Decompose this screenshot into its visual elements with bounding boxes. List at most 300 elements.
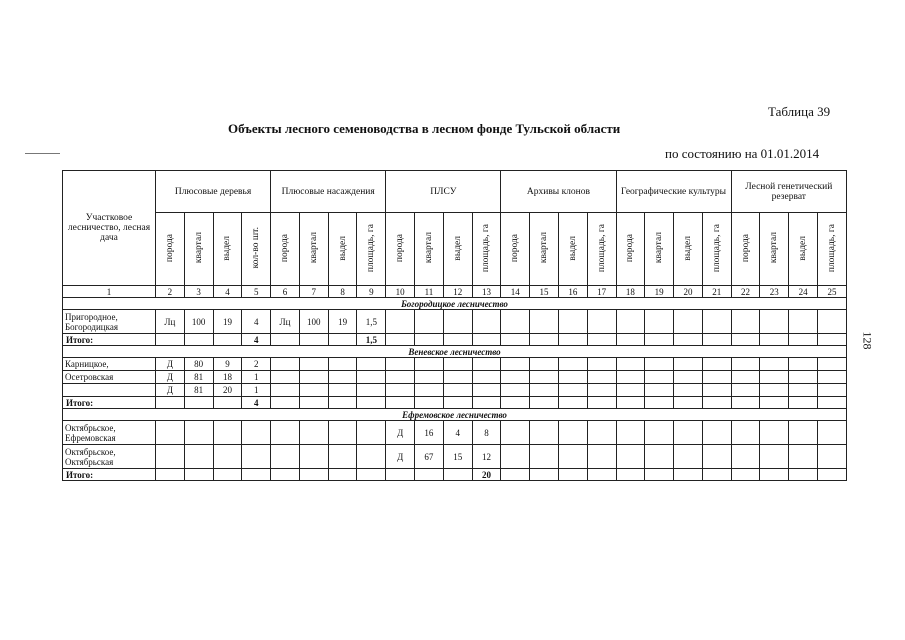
sub-column-header-label: квартал: [539, 232, 550, 264]
column-number: 5: [242, 286, 271, 298]
sub-column-header: [702, 213, 731, 286]
table-cell: Д: [156, 371, 185, 384]
table-cell: [616, 371, 645, 384]
total-label: Итого:: [63, 334, 156, 346]
total-cell: [674, 397, 703, 409]
section-title: Веневское лесничество: [63, 346, 847, 358]
total-cell: [645, 397, 674, 409]
column-number: 6: [271, 286, 300, 298]
total-cell: [530, 334, 559, 346]
group-header-row: [63, 171, 847, 213]
sub-column-header: [558, 213, 587, 286]
table-row: [63, 445, 847, 469]
total-cell: [299, 397, 328, 409]
table-cell: [415, 310, 444, 334]
table-cell: [472, 371, 501, 384]
total-cell: [702, 334, 731, 346]
total-cell: [184, 469, 213, 481]
table-cell: [184, 445, 213, 469]
sub-column-header: [271, 213, 300, 286]
table-cell: 15: [443, 445, 472, 469]
table-cell: 100: [299, 310, 328, 334]
table-cell: [328, 421, 357, 445]
table-cell: [357, 371, 386, 384]
table-cell: [271, 358, 300, 371]
total-cell: [645, 469, 674, 481]
table-cell: [760, 445, 789, 469]
column-number: 18: [616, 286, 645, 298]
table-cell: 9: [213, 358, 242, 371]
total-cell: [156, 397, 185, 409]
sub-column-header: [213, 213, 242, 286]
table-cell: [299, 371, 328, 384]
total-cell: [156, 469, 185, 481]
sub-column-header: [386, 213, 415, 286]
table-cell: [702, 421, 731, 445]
table-cell: [443, 310, 472, 334]
table-cell: [702, 310, 731, 334]
table-cell: [299, 445, 328, 469]
total-cell: [271, 469, 300, 481]
total-cell: [357, 397, 386, 409]
sub-column-header: [530, 213, 559, 286]
table-cell: [558, 371, 587, 384]
table-cell: [789, 310, 818, 334]
table-cell: [760, 421, 789, 445]
total-cell: [616, 334, 645, 346]
total-cell: [558, 469, 587, 481]
table-cell: [530, 358, 559, 371]
table-cell: [299, 358, 328, 371]
table-cell: [386, 310, 415, 334]
table-cell: [530, 371, 559, 384]
sub-column-header-label: порода: [740, 233, 751, 263]
scan-artifact-line: [25, 153, 60, 154]
total-cell: [674, 469, 703, 481]
table-cell: [530, 310, 559, 334]
column-group-header: Географические культуры: [616, 171, 731, 213]
table-cell: Лц: [156, 310, 185, 334]
sub-column-header-label: выдел: [682, 235, 693, 261]
table-cell: [530, 384, 559, 397]
table-cell: [587, 310, 616, 334]
as-of-date: по состоянию на 01.01.2014: [665, 146, 820, 161]
table-cell: [731, 310, 760, 334]
sub-column-header-label: выдел: [337, 235, 348, 261]
table-row: [63, 384, 847, 397]
total-cell: [817, 397, 846, 409]
total-cell: [760, 397, 789, 409]
table-cell: [817, 384, 846, 397]
table-cell: 19: [213, 310, 242, 334]
row-name: Карницкое,: [63, 358, 156, 371]
section-title: Богородицкое лесничество: [63, 298, 847, 310]
total-cell: [616, 469, 645, 481]
sub-column-header: [817, 213, 846, 286]
total-cell: 4: [242, 334, 271, 346]
total-cell: [731, 397, 760, 409]
total-cell: [789, 397, 818, 409]
total-cell: [443, 469, 472, 481]
total-row: [63, 334, 847, 346]
column-number: 4: [213, 286, 242, 298]
table-cell: [328, 384, 357, 397]
sub-column-header: [645, 213, 674, 286]
column-number-row: [63, 286, 847, 298]
column-number: 22: [731, 286, 760, 298]
sub-column-header-label: площадь, га: [826, 223, 837, 273]
table-cell: [817, 371, 846, 384]
table-cell: [674, 384, 703, 397]
total-cell: [530, 397, 559, 409]
table-cell: [501, 384, 530, 397]
table-cell: 16: [415, 421, 444, 445]
table-cell: [242, 421, 271, 445]
table-cell: [386, 371, 415, 384]
column-number: 14: [501, 286, 530, 298]
column-number: 11: [415, 286, 444, 298]
total-cell: [587, 469, 616, 481]
sub-column-header: [299, 213, 328, 286]
table-cell: [415, 358, 444, 371]
table-cell: [328, 358, 357, 371]
total-cell: [587, 334, 616, 346]
table-row: [63, 358, 847, 371]
column-group-header: Лесной генетический резерват: [731, 171, 846, 213]
sub-column-header-label: порода: [164, 233, 175, 263]
table-cell: [702, 358, 731, 371]
table-cell: [760, 371, 789, 384]
table-cell: 67: [415, 445, 444, 469]
document-title: Объекты лесного семеноводства в лесном фонде Тульской области: [228, 121, 621, 136]
sub-column-header-label: выдел: [798, 235, 809, 261]
table-cell: 1: [242, 384, 271, 397]
table-cell: Лц: [271, 310, 300, 334]
table-cell: [616, 310, 645, 334]
table-cell: [645, 358, 674, 371]
table-cell: 1,5: [357, 310, 386, 334]
table-cell: [587, 358, 616, 371]
sub-column-header: [616, 213, 645, 286]
table-cell: 81: [184, 371, 213, 384]
table-cell: [587, 421, 616, 445]
sub-column-header-label: квартал: [654, 232, 665, 264]
row-name: [63, 384, 156, 397]
table-cell: [472, 384, 501, 397]
table-cell: [789, 358, 818, 371]
table-row: [63, 371, 847, 384]
table-cell: [443, 358, 472, 371]
total-cell: [817, 334, 846, 346]
column-number: 19: [645, 286, 674, 298]
column-number: 8: [328, 286, 357, 298]
table-cell: [443, 371, 472, 384]
total-cell: [501, 397, 530, 409]
sub-column-header: [357, 213, 386, 286]
row-name: Октябрьское, Октябрьская: [63, 445, 156, 469]
total-cell: [184, 397, 213, 409]
column-group-header: Плюсовые насаждения: [271, 171, 386, 213]
table-cell: [731, 421, 760, 445]
table-cell: [789, 371, 818, 384]
total-cell: [328, 397, 357, 409]
table-cell: [443, 384, 472, 397]
table-cell: [789, 384, 818, 397]
sub-column-header-label: кол-во шт.: [251, 227, 262, 269]
sub-column-header-label: квартал: [423, 232, 434, 264]
table-cell: [328, 445, 357, 469]
table-cell: [271, 384, 300, 397]
total-cell: [386, 469, 415, 481]
table-cell: 18: [213, 371, 242, 384]
table-cell: [616, 445, 645, 469]
table-cell: [587, 384, 616, 397]
sub-column-header: [731, 213, 760, 286]
table-row: [63, 421, 847, 445]
sub-column-header-label: площадь, га: [481, 223, 492, 273]
total-cell: [386, 334, 415, 346]
table-cell: 100: [184, 310, 213, 334]
table-cell: [645, 445, 674, 469]
table-cell: 80: [184, 358, 213, 371]
table-cell: [357, 421, 386, 445]
table-cell: [271, 421, 300, 445]
table-cell: [184, 421, 213, 445]
total-cell: [184, 334, 213, 346]
sub-column-header: [760, 213, 789, 286]
table-cell: [156, 445, 185, 469]
total-cell: 4: [242, 397, 271, 409]
total-cell: [674, 334, 703, 346]
table-cell: [817, 445, 846, 469]
total-cell: [271, 397, 300, 409]
table-number-label: Таблица 39: [768, 104, 831, 119]
table-cell: [702, 371, 731, 384]
table-cell: [357, 445, 386, 469]
total-cell: [558, 334, 587, 346]
table-cell: [299, 384, 328, 397]
table-cell: 81: [184, 384, 213, 397]
table-cell: [530, 421, 559, 445]
total-cell: [213, 469, 242, 481]
table-cell: [702, 384, 731, 397]
total-cell: [472, 397, 501, 409]
total-row: [63, 397, 847, 409]
table-cell: [530, 445, 559, 469]
sub-column-header: [443, 213, 472, 286]
total-cell: [271, 334, 300, 346]
column-number: 2: [156, 286, 185, 298]
sub-column-header: [674, 213, 703, 286]
table-cell: [415, 371, 444, 384]
sub-column-header-label: порода: [280, 233, 291, 263]
table-cell: [645, 384, 674, 397]
table-cell: 20: [213, 384, 242, 397]
table-cell: [674, 445, 703, 469]
sub-column-header: [415, 213, 444, 286]
sub-column-header: [328, 213, 357, 286]
table-cell: [645, 310, 674, 334]
page-number: 128: [860, 331, 875, 350]
seed-objects-table: [62, 170, 847, 481]
table-cell: 19: [328, 310, 357, 334]
sub-column-header-label: площадь, га: [366, 223, 377, 273]
table-cell: [817, 358, 846, 371]
sub-column-header: [501, 213, 530, 286]
total-cell: [731, 334, 760, 346]
table-cell: [558, 384, 587, 397]
table-cell: [271, 445, 300, 469]
column-number: 13: [472, 286, 501, 298]
section-header-row: [63, 409, 847, 421]
table-cell: 12: [472, 445, 501, 469]
total-cell: [443, 397, 472, 409]
total-cell: [415, 397, 444, 409]
total-cell: [789, 469, 818, 481]
table-cell: [328, 371, 357, 384]
total-cell: [242, 469, 271, 481]
total-cell: [415, 469, 444, 481]
table-cell: [817, 421, 846, 445]
total-cell: [328, 469, 357, 481]
sub-column-header: [587, 213, 616, 286]
table-cell: [731, 384, 760, 397]
sub-column-header: [242, 213, 271, 286]
table-cell: [645, 421, 674, 445]
table-cell: [760, 384, 789, 397]
total-cell: [587, 397, 616, 409]
table-cell: [760, 310, 789, 334]
table-cell: [415, 384, 444, 397]
row-name: Октябрьское, Ефремовская: [63, 421, 156, 445]
column-number: 1: [63, 286, 156, 298]
table-cell: [789, 445, 818, 469]
table-cell: [271, 371, 300, 384]
total-cell: 1,5: [357, 334, 386, 346]
total-cell: [558, 397, 587, 409]
table-cell: [760, 358, 789, 371]
total-cell: [156, 334, 185, 346]
total-cell: [472, 334, 501, 346]
table-cell: [817, 310, 846, 334]
total-cell: [530, 469, 559, 481]
sub-column-header-label: квартал: [308, 232, 319, 264]
table-cell: [587, 371, 616, 384]
table-cell: Д: [386, 445, 415, 469]
total-cell: [357, 469, 386, 481]
table-cell: [156, 421, 185, 445]
table-cell: [674, 421, 703, 445]
table-cell: [645, 371, 674, 384]
table-cell: [501, 421, 530, 445]
sub-column-header: [472, 213, 501, 286]
table-cell: [357, 384, 386, 397]
table-cell: 4: [443, 421, 472, 445]
table-cell: [616, 358, 645, 371]
table-cell: 8: [472, 421, 501, 445]
total-cell: [702, 397, 731, 409]
total-cell: [501, 469, 530, 481]
table-cell: [789, 421, 818, 445]
column-number: 16: [558, 286, 587, 298]
sub-column-header: [789, 213, 818, 286]
sub-column-header: [184, 213, 213, 286]
table-cell: [501, 310, 530, 334]
section-title: Ефремовское лесничество: [63, 409, 847, 421]
table-cell: [299, 421, 328, 445]
sub-column-header-label: площадь, га: [596, 223, 607, 273]
table-cell: [501, 358, 530, 371]
total-label: Итого:: [63, 469, 156, 481]
column-group-header: ПЛСУ: [386, 171, 501, 213]
row-name: Осетровская: [63, 371, 156, 384]
column-number: 17: [587, 286, 616, 298]
total-cell: [328, 334, 357, 346]
sub-column-header-label: порода: [395, 233, 406, 263]
sub-column-header: [156, 213, 185, 286]
total-cell: [789, 334, 818, 346]
total-cell: [213, 397, 242, 409]
sub-column-header-label: квартал: [769, 232, 780, 264]
table-cell: [472, 358, 501, 371]
table-cell: Д: [156, 384, 185, 397]
total-cell: [501, 334, 530, 346]
table-cell: [731, 445, 760, 469]
table-cell: [558, 358, 587, 371]
table-cell: [616, 421, 645, 445]
total-cell: [760, 334, 789, 346]
table-cell: 1: [242, 371, 271, 384]
column-number: 10: [386, 286, 415, 298]
table-cell: [731, 371, 760, 384]
sub-column-header-label: площадь, га: [711, 223, 722, 273]
total-cell: [645, 334, 674, 346]
table-cell: [213, 421, 242, 445]
sub-column-header-label: квартал: [193, 232, 204, 264]
table-cell: [674, 310, 703, 334]
table-cell: [674, 358, 703, 371]
column-number: 9: [357, 286, 386, 298]
total-cell: 20: [472, 469, 501, 481]
table-cell: [213, 445, 242, 469]
column-number: 20: [674, 286, 703, 298]
column-group-header: Плюсовые деревья: [156, 171, 271, 213]
row-name: Пригородное, Богородицкая: [63, 310, 156, 334]
table-cell: 2: [242, 358, 271, 371]
total-row: [63, 469, 847, 481]
sub-column-header-label: выдел: [222, 235, 233, 261]
column-number: 23: [760, 286, 789, 298]
total-cell: [702, 469, 731, 481]
total-cell: [443, 334, 472, 346]
total-cell: [817, 469, 846, 481]
table-cell: [558, 310, 587, 334]
sub-column-header-label: выдел: [452, 235, 463, 261]
table-cell: Д: [156, 358, 185, 371]
table-cell: Д: [386, 421, 415, 445]
total-cell: [213, 334, 242, 346]
total-cell: [760, 469, 789, 481]
sub-column-header-label: выдел: [567, 235, 578, 261]
table-cell: [702, 445, 731, 469]
total-label: Итого:: [63, 397, 156, 409]
table-cell: [616, 384, 645, 397]
table-cell: [472, 310, 501, 334]
table-cell: 4: [242, 310, 271, 334]
section-header-row: [63, 298, 847, 310]
table-cell: [731, 358, 760, 371]
total-cell: [415, 334, 444, 346]
